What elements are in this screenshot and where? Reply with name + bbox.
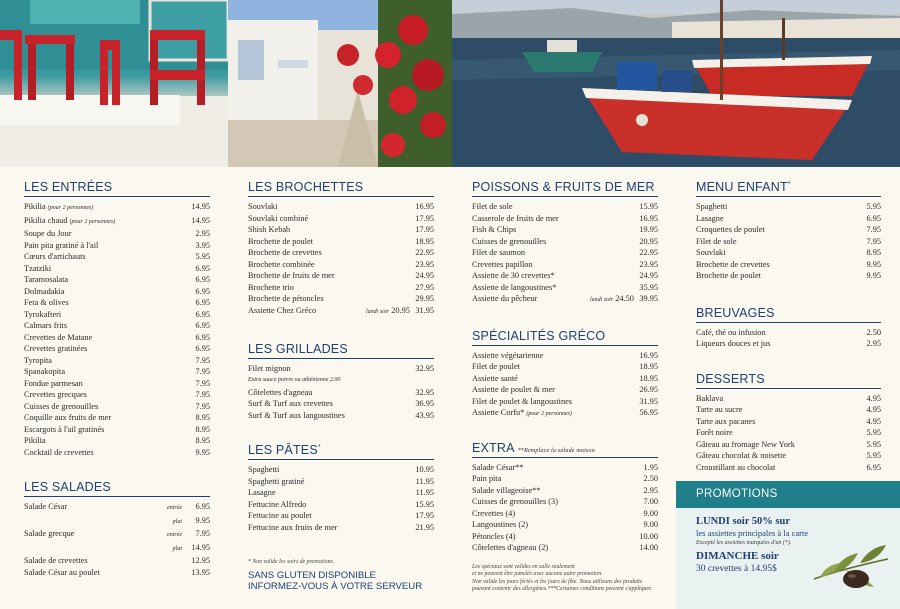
menu-item: Shish Kebab 17.95: [248, 225, 434, 234]
menu-item: Filet de sole 7.95: [696, 236, 881, 246]
menu-item: Pikilia 8.95: [24, 436, 210, 445]
menu-item: Escargots à l'ail gratinés 8.95: [24, 424, 210, 434]
menu-item: Feta & olives 6.95: [24, 298, 210, 307]
menu-item: Assiette santé 18.95: [472, 373, 658, 383]
menu-item: Fondue parmesan 7.95: [24, 378, 210, 388]
pates-footnote: * Non valide les soirs de promotions.: [248, 559, 335, 565]
poissons-list: [472, 201, 658, 307]
fine-print-line: Non valide les jours fériés et les jours de fête. Nous utilisons des produits: [472, 578, 643, 585]
menu-item: Souvlaki 16.95: [248, 202, 434, 211]
promo-sunday-detail: 30 crevettes à 14.95$: [696, 564, 777, 574]
section-title-breuvages: BREUVAGES: [696, 306, 881, 323]
menu-item: Spaghetti 10.95: [248, 465, 434, 474]
menu-item: Lasagne 11.95: [248, 488, 434, 497]
menu-item: Salade César** 1.95: [472, 462, 658, 472]
section-title-extra: EXTRA **Remplace la salade maison: [472, 441, 658, 458]
promotions-box: [676, 481, 900, 609]
fine-print-line: et ne peuvent être jumelés avec aucune autre promotion.: [472, 571, 603, 577]
menu-item: Brochette combinée 23.95: [248, 259, 434, 269]
specialites-list: [472, 350, 658, 421]
section-title-pates: LES PÂTES*: [248, 443, 434, 460]
menu-item: Taramosalata 6.95: [24, 275, 210, 284]
menu-item: Lasagne 6.95: [696, 213, 881, 223]
menu-item: Salade César entrée 6.95: [24, 502, 210, 511]
column-1: [24, 170, 210, 578]
section-title-menu-enfant: MENU ENFANT*: [696, 180, 881, 197]
section-title-brochettes: LES BROCHETTES: [248, 180, 434, 197]
menu-item: Filet de poulet 18.95: [472, 362, 658, 371]
menu-item: Cuisses de grenouilles 7.95: [24, 401, 210, 411]
menu-item: Croquettes de poulet 7.95: [696, 225, 881, 234]
menu-item: Brochette de crevettes 9.95: [696, 259, 881, 269]
menu-item: Cœurs d'artichauts 5.95: [24, 252, 210, 261]
promo-monday-line: LUNDI soir 50% sur: [696, 516, 791, 527]
menu-item: Assiette de 30 crevettes* 24.95: [472, 271, 658, 280]
menu-item: Fish & Chips 19.95: [472, 225, 658, 234]
section-title-grillades: LES GRILLADES: [248, 342, 434, 359]
menu-item: Fettucine au poulet 17.95: [248, 511, 434, 520]
menu-item: Casserole de fruits de mer 16.95: [472, 213, 658, 223]
menu-item: Souvlaki combiné 17.95: [248, 213, 434, 223]
menu-item: Filet mignon 32.95: [248, 364, 434, 373]
promo-sunday-line: DIMANCHE soir: [696, 550, 779, 562]
menu-item: Surf & Turf aux crevettes 36.95: [248, 399, 434, 408]
menu-item: Filet de poulet & langoustines 31.95: [472, 396, 658, 406]
menu-item: Pikilia chaud (pour 2 personnes) 14.95: [24, 215, 210, 225]
photo-restaurant-terrace: [0, 0, 228, 167]
menu-item: Salade César au poulet 13.95: [24, 567, 210, 577]
section-title-salades: LES SALADES: [24, 480, 210, 497]
gluten-free-line-1: SANS GLUTEN DISPONIBLE: [248, 569, 376, 581]
promotions-title: PROMOTIONS: [676, 481, 900, 508]
olive-branch-icon: [812, 539, 890, 595]
menu-item: Assiette Chez Gréco lundi soir 20.95 31.95: [248, 305, 434, 315]
promo-monday-detail: les assiettes principales à la carte: [696, 528, 809, 538]
menu-item: Fettucine aux fruits de mer 21.95: [248, 522, 434, 532]
menu-item: Langoustines (2) 9.00: [472, 520, 658, 529]
breuvages-list: [696, 327, 881, 350]
menu-item: Tyropita 7.95: [24, 355, 210, 365]
promo-monday-exception: Excepté les assiettes marquées d'un (*).: [696, 540, 792, 546]
menu-item: Cuisses de grenouilles 20.95: [472, 236, 658, 246]
menu-item: Assiette Corfu* (pour 2 personnes) 56.95: [472, 408, 658, 417]
column-3: [472, 170, 658, 594]
extra-list: [472, 462, 658, 554]
enfant-list: [696, 201, 881, 282]
gluten-free-line-2: INFORMEZ-VOUS À VOTRE SERVEUR: [248, 580, 423, 592]
menu-item: Salade grecque entrée 7.95: [24, 529, 210, 538]
photo-harbor-boats: [452, 0, 900, 167]
menu-item: Spaghetti gratiné 11.95: [248, 476, 434, 486]
menu-item: Gâteau au fromage New York 5.95: [696, 439, 881, 449]
salades-list: [24, 501, 210, 578]
menu-item: Filet de saumon 22.95: [472, 248, 658, 257]
menu-item: Baklava 4.95: [696, 393, 881, 403]
menu-item: Pétoncles (4) 10.00: [472, 531, 658, 541]
menu-item: Filet de sole 15.95: [472, 202, 658, 211]
pates-list: [248, 464, 434, 533]
menu-item: Café, thé ou infusion 2.50: [696, 327, 881, 337]
menu-item: Forêt noire 5.95: [696, 428, 881, 437]
menu-item: Assiette végétarienne 16.95: [472, 350, 658, 360]
grillades-list: [248, 363, 434, 421]
menu-item: Brochette de crevettes 22.95: [248, 248, 434, 257]
menu-item: Tarte aux pacanes 4.95: [696, 416, 881, 426]
menu-item: Côtelettes d'agneau 32.95: [248, 387, 434, 397]
menu-item: Crevettes de Matane 6.95: [24, 332, 210, 342]
menu-item: Croustillant au chocolat 6.95: [696, 462, 881, 472]
menu-item: Coquille aux fruits de mer 8.95: [24, 413, 210, 422]
menu-item: Cocktail de crevettes 9.95: [24, 447, 210, 457]
menu-item: Crevettes gratinées 6.95: [24, 344, 210, 353]
menu-item: Tzatziki 6.95: [24, 263, 210, 273]
menu-item: Cuisses de grenouilles (3) 7.00: [472, 497, 658, 506]
menu-item: Assiette du pêcheur lundi soir 24.50 39.95: [472, 294, 658, 303]
menu-item: Brochette de pétoncles 29.95: [248, 294, 434, 303]
menu-item: Spanakopita 7.95: [24, 367, 210, 376]
menu-item: Assiette de langoustines* 35.95: [472, 282, 658, 292]
menu-item: Gâteau chocolat & noisette 5.95: [696, 451, 881, 460]
menu-item: Surf & Turf aux langoustines 43.95: [248, 410, 434, 420]
fine-print-line: pouvant contenir des allergènes.***Certaines conditions peuvent s'appliquer.: [472, 586, 653, 592]
fine-print: [472, 564, 658, 594]
section-title-desserts: DESSERTS: [696, 372, 881, 389]
section-title-poissons: POISSONS & FRUITS DE MER: [472, 180, 658, 197]
section-title-entrees: LES ENTRÉES: [24, 180, 210, 197]
menu-item: Pain pita 2.50: [472, 474, 658, 483]
column-2: [248, 170, 434, 592]
photo-flowers-alley: [228, 0, 452, 167]
menu-item: Salade de crevettes 12.95: [24, 556, 210, 565]
menu-item: Brochette de fruits de mer 24.95: [248, 271, 434, 280]
menu-item: Souvlaki 8.95: [696, 248, 881, 257]
column-4: [696, 170, 881, 473]
menu-item: Liqueurs douces et jus 2.95: [696, 339, 881, 348]
desserts-list: [696, 393, 881, 474]
menu-item: Brochette de poulet 9.95: [696, 271, 881, 280]
menu-item: Tyrokafteri 6.95: [24, 309, 210, 319]
menu-item: Crevettes grecques 7.95: [24, 390, 210, 399]
entrees-list: [24, 201, 210, 458]
menu-item: Tarte au sucre 4.95: [696, 405, 881, 414]
menu-item: Assiette de poulet & mer 26.95: [472, 385, 658, 394]
menu-item: Fettucine Alfredo 15.95: [248, 499, 434, 509]
brochettes-list: [248, 201, 434, 318]
menu-item: Spaghetti 5.95: [696, 202, 881, 211]
menu-item: Crevettes (4) 9.00: [472, 508, 658, 518]
photo-banner: [0, 0, 900, 167]
menu-item: Salade villageoise** 2.95: [472, 485, 658, 495]
menu-item: Soupe du Jour 2.95: [24, 229, 210, 238]
menu-item: plat 14.95: [172, 542, 210, 552]
menu-item: Pain pita gratiné à l'ail 3.95: [24, 240, 210, 250]
section-title-specialites: SPÉCIALITÉS GRÉCO: [472, 329, 658, 346]
menu-item: Côtelettes d'agneau (2) 14.00: [472, 543, 658, 552]
item-note: Extra sauce poivre ou athénienne 2.00: [248, 376, 341, 383]
menu-item: Brochette trio 27.95: [248, 282, 434, 292]
menu-item: Dolmadakia 6.95: [24, 286, 210, 296]
menu-item: Crevettes papillon 23.95: [472, 259, 658, 269]
menu-item: plat 9.95: [172, 515, 210, 525]
fine-print-line: Les spéciaux sont valides en salle seulement: [472, 563, 575, 570]
menu-item: Pikilia (pour 2 personnes) 14.95: [24, 202, 210, 211]
menu-item: Brochette de poulet 18.95: [248, 236, 434, 246]
menu-item: Calmars frits 6.95: [24, 321, 210, 330]
